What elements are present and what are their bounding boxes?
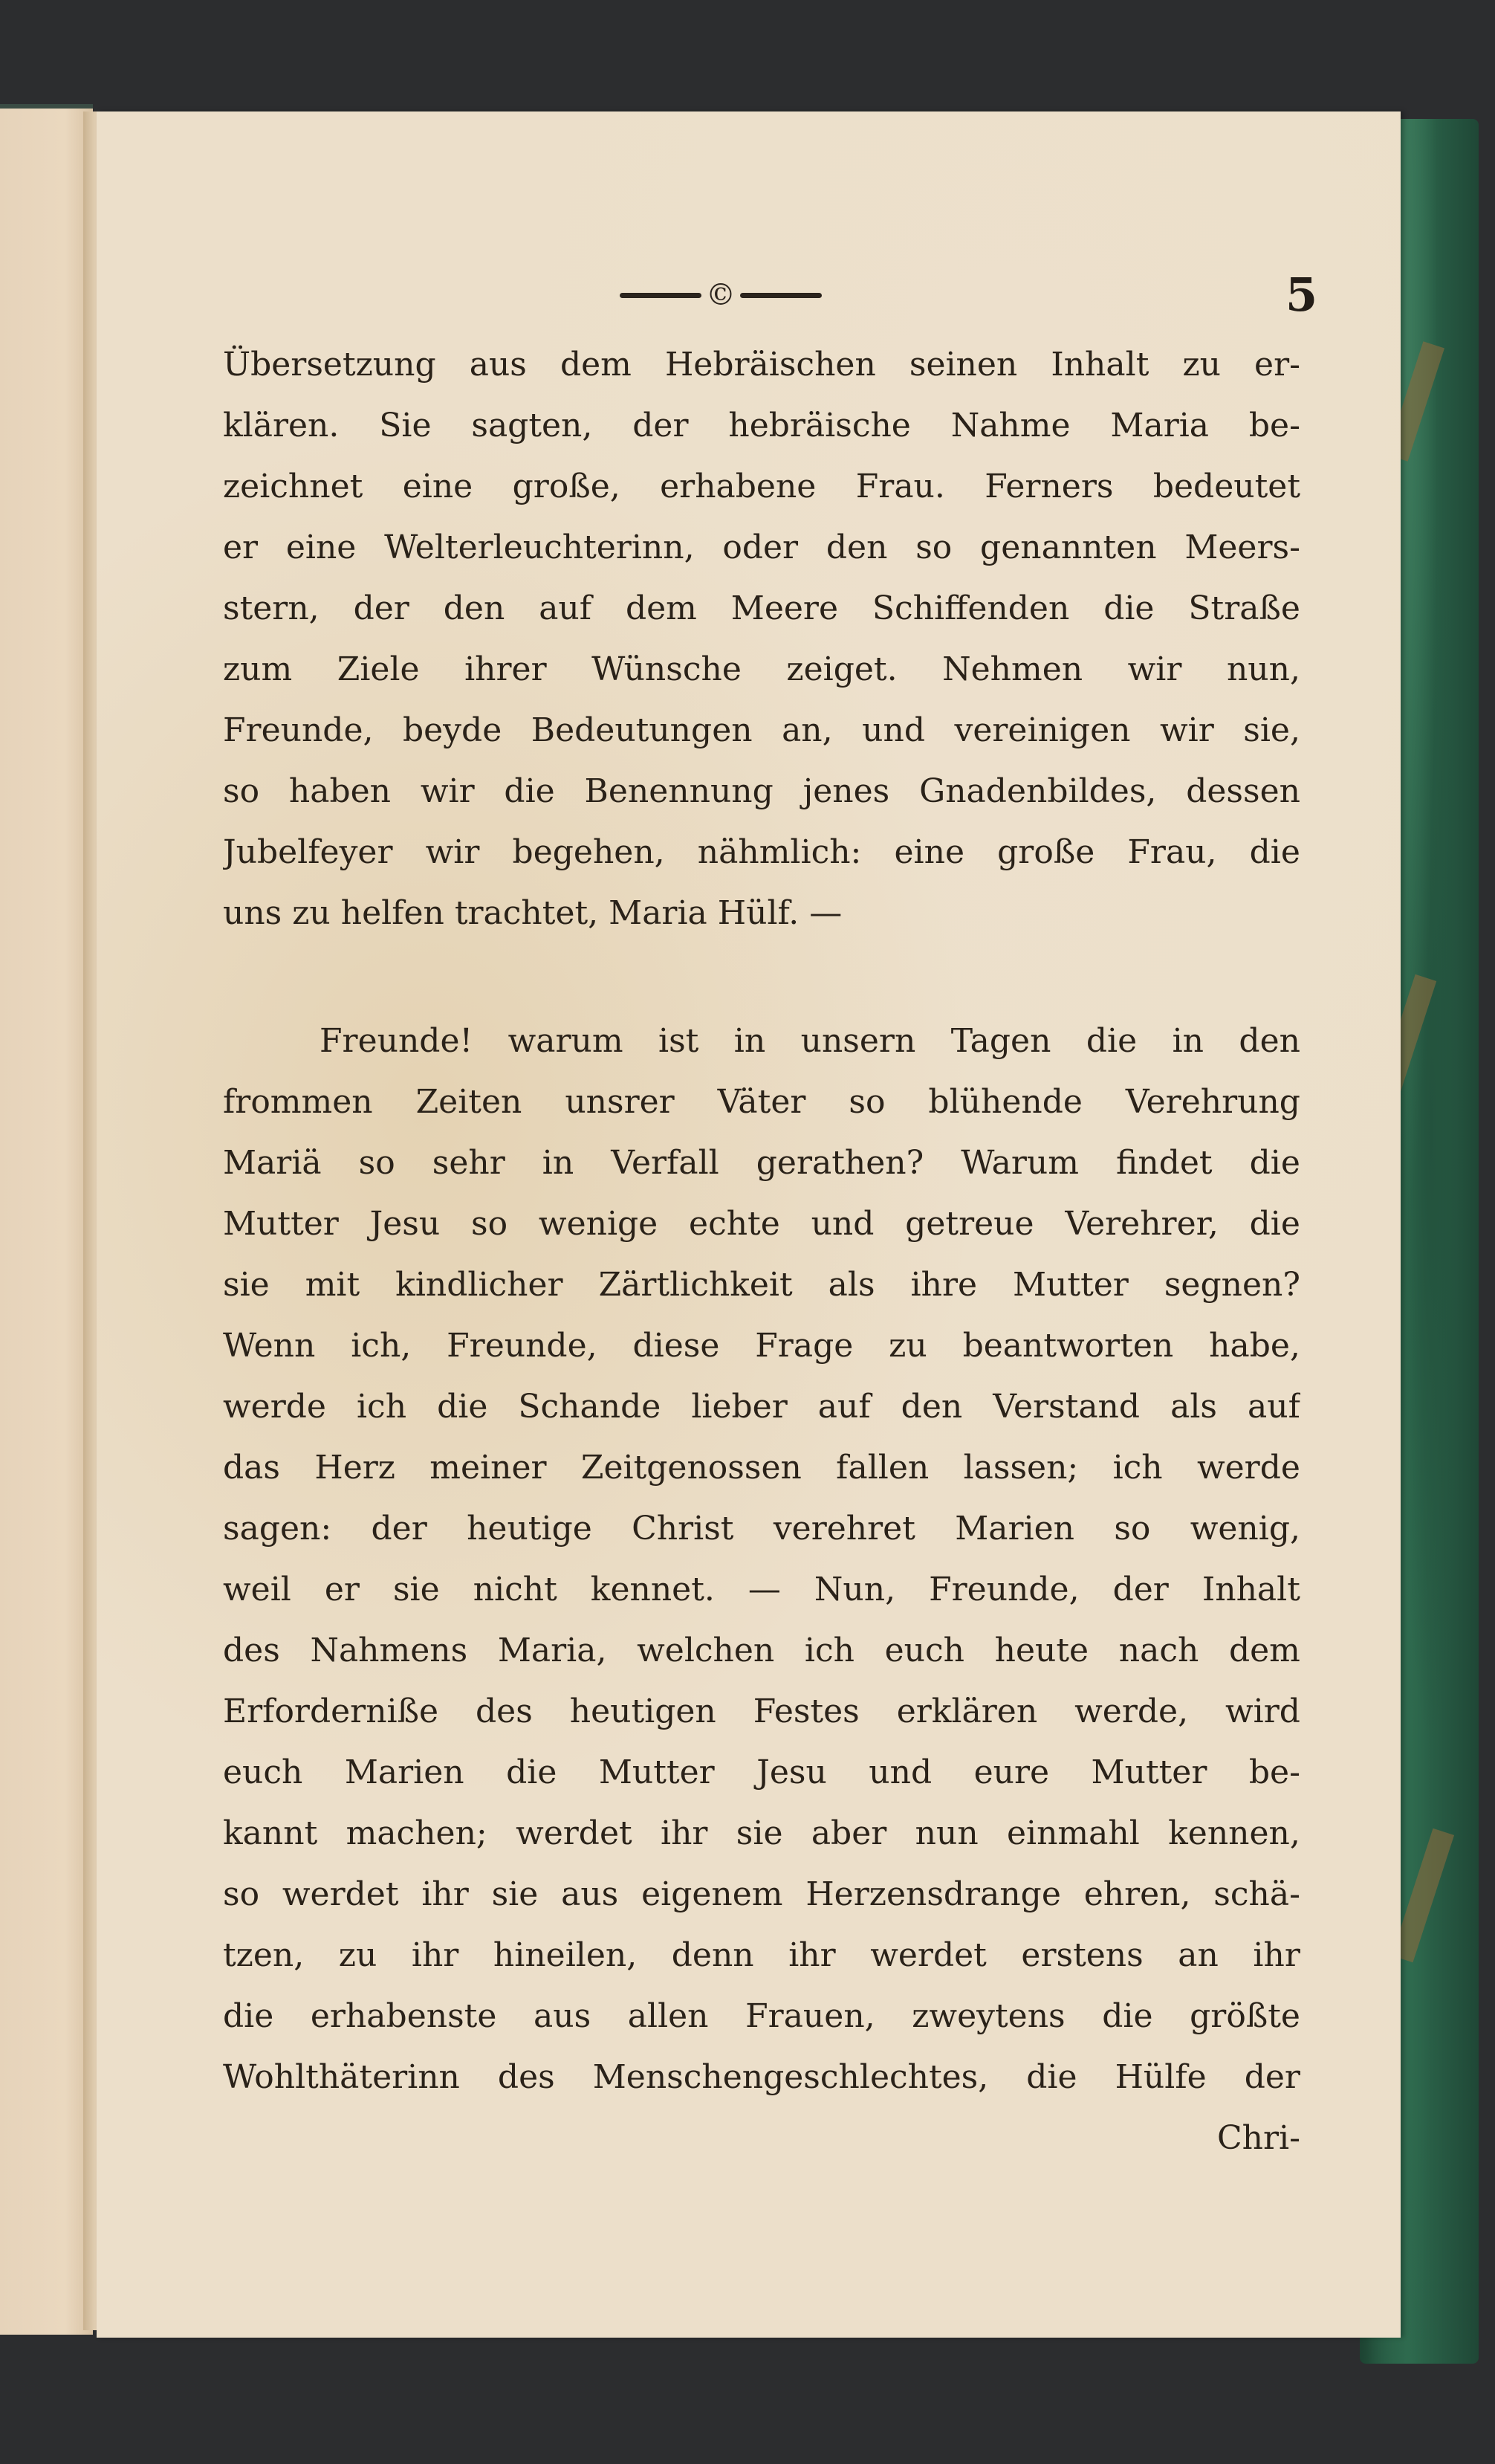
text-line: weil er sie nicht kennet. — Nun, Freunde, der Inhalt	[223, 1571, 1300, 1608]
book-page	[97, 111, 1401, 2338]
text-line: Wenn ich, Freunde, diese Frage zu beantworten habe,	[223, 1327, 1300, 1365]
ornament-rule-left	[620, 293, 701, 298]
body-text	[223, 334, 1300, 2169]
text-line: das Herz meiner Zeitgenossen fallen lassen; ich werde	[223, 1449, 1300, 1487]
paragraph-2	[223, 1011, 1300, 2108]
text-line: Erforderniße des heutigen Festes erklären werde, wird	[223, 1692, 1300, 1730]
text-line: stern, der den auf dem Meere Schiffenden die Straße	[223, 589, 1300, 627]
text-line: kannt machen; werdet ihr sie aber nun einmahl kennen,	[223, 1814, 1300, 1852]
text-line: euch Marien die Mutter Jesu und eure Mutter be-	[223, 1753, 1300, 1791]
text-line: er eine Welterleuchterinn, oder den so genannten Meers-	[223, 528, 1300, 566]
text-line: so werdet ihr sie aus eigenem Herzensdrange ehren, schä-	[223, 1875, 1300, 1913]
header-ornament	[609, 277, 832, 314]
text-line: uns zu helfen trachtet, Maria Hülf. —	[223, 894, 843, 932]
text-line: Wohlthäterinn des Menschengeschlechtes, die Hülfe der	[223, 2058, 1300, 2096]
text-line: die erhabenste aus allen Frauen, zweytens die größte	[223, 1997, 1300, 2035]
text-line: Jubelfeyer wir begehen, nähmlich: eine große Frau, die	[223, 833, 1300, 871]
text-line: zeichnet eine große, erhabene Frau. Ferners bedeutet	[223, 468, 1300, 505]
ornament-mark: ©	[706, 278, 736, 312]
text-line: Übersetzung aus dem Hebräischen seinen Inhalt zu er-	[223, 346, 1300, 384]
text-line: Freunde! warum ist in unsern Tagen die in den	[320, 1022, 1300, 1060]
text-line: sagen: der heutige Christ verehret Marien so wenig,	[223, 1510, 1300, 1548]
text-line: sie mit kindlicher Zärtlichkeit als ihre Mutter segnen?	[223, 1266, 1300, 1304]
left-facing-page	[0, 104, 93, 2335]
text-line: Mariä so sehr in Verfall gerathen? Warum findet die	[223, 1144, 1300, 1182]
text-line: tzen, zu ihr hineilen, denn ihr werdet erstens an ihr	[223, 1936, 1300, 1974]
text-line: klären. Sie sagten, der hebräische Nahme Maria be-	[223, 407, 1300, 444]
text-line: Mutter Jesu so wenige echte und getreue Verehrer, die	[223, 1205, 1300, 1243]
page-number: 5	[1285, 268, 1318, 322]
text-line: zum Ziele ihrer Wünsche zeiget. Nehmen wir nun,	[223, 650, 1300, 688]
text-line: Freunde, beyde Bedeutungen an, und vereinigen wir sie,	[223, 711, 1300, 749]
paragraph-1	[223, 334, 1300, 944]
ornament-rule-right	[740, 293, 822, 298]
page-header	[97, 268, 1401, 320]
catchword: Chri-	[1217, 2119, 1300, 2157]
text-line: werde ich die Schande lieber auf den Verstand als auf	[223, 1388, 1300, 1426]
text-line: frommen Zeiten unsrer Väter so blühende Verehrung	[223, 1083, 1300, 1121]
text-line: des Nahmens Maria, welchen ich euch heute nach dem	[223, 1632, 1300, 1669]
text-line: so haben wir die Benennung jenes Gnadenbildes, dessen	[223, 772, 1300, 810]
